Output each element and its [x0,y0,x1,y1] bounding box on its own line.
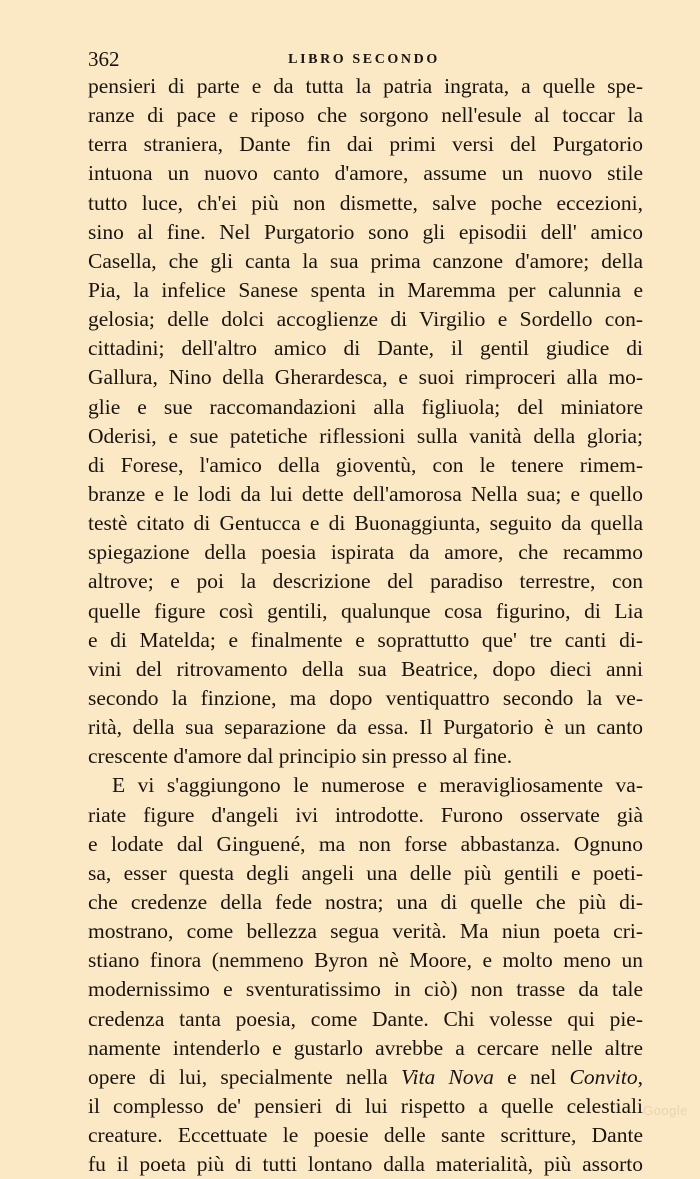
text-line: Gallura, Nino della Gherardesca, e suoi rimproceri alla mo- [88,365,643,390]
text-line: crescente d'amore dal principio sin presso al fine. [88,744,513,769]
text-segment: opere di lui, specialmente nella [88,1064,401,1089]
paragraph-1 [88,72,643,771]
page-number: 362 [88,47,120,71]
watermark: Google [643,1103,688,1118]
book-title: Convito [569,1064,638,1089]
text-line: rità, della sua separazione da essa. Il Purgatorio è un canto [88,715,643,740]
text-line: altrove; e poi la descrizione del paradiso terrestre, con [88,569,643,594]
text-line: terra straniera, Dante fin dai primi versi del Purgatorio [88,132,643,157]
text-line: modernissimo e sventuratissimo in ciò) non trasse da tale [88,977,643,1002]
text-line: e lodate dal Ginguené, ma non forse abbastanza. Ognuno [88,831,643,856]
text-line: sa, esser questa degli angeli una delle più gentili e poeti- [88,860,643,885]
book-title: Vita Nova [400,1064,494,1089]
text-line: ranze di pace e riposo che sorgono nell'esule al toccar la [88,103,643,128]
text-line: tutto luce, ch'ei più non dismette, salve poche eccezioni, [88,190,643,215]
text-line: intuona un nuovo canto d'amore, assume un nuovo stile [88,161,643,186]
text-line: stiano finora (nemmeno Byron nè Moore, e molto meno un [88,948,643,973]
running-head: LIBRO SECONDO [288,52,440,67]
text-line: Casella, che gli canta la sua prima canzone d'amore; della [88,248,643,273]
text-line: riate figure d'angeli ivi introdotte. Furono osservate già [88,802,643,827]
text-line: sino al fine. Nel Purgatorio sono gli episodii dell' amico [88,219,643,244]
text-line: fu il poeta più di tutti lontano dalla materialità, più assorto [88,1152,643,1177]
text-line: gelosia; delle dolci accoglienze di Virgilio e Sordello con- [88,307,643,332]
text-line: namente intenderlo e gustarlo avrebbe a cercare nelle altre [88,1035,643,1060]
text-line: di Forese, l'amico della gioventù, con le tenere rimem- [88,452,643,477]
text-line: spiegazione della poesia ispirata da amore, che recammo [88,540,643,565]
text-line: testè citato di Gentucca e di Buonaggiunta, seguito da quella [88,511,643,536]
text-line: credenza tanta poesia, come Dante. Chi volesse qui pie- [88,1006,643,1031]
text-line: E vi s'aggiungono le numerose e meravigliosamente va- [112,773,643,798]
text-line: il complesso de' pensieri di lui rispetto a quelle celestiali [88,1093,643,1118]
text-segment: , [637,1064,643,1089]
text-segment: e nel [493,1064,570,1089]
text-line: mostrano, come bellezza segua verità. Ma niun poeta cri- [88,919,643,944]
text-line: branze e le lodi da lui dette dell'amorosa Nella sua; e quello [88,481,643,506]
text-line: vini del ritrovamento della sua Beatrice, dopo dieci anni [88,656,643,681]
text-line: che credenze della fede nostra; una di quelle che più di- [88,889,643,914]
paragraph-2 [88,771,643,1179]
text-line: Oderisi, e sue patetiche riflessioni sulla vanità della gloria; [88,423,643,448]
text-line: secondo la finzione, ma dopo ventiquattro secondo la ve- [88,685,643,710]
text-line: pensieri di parte e da tutta la patria ingrata, a quelle spe- [88,74,643,98]
text-line: cittadini; dell'altro amico di Dante, il gentil giudice di [88,336,643,361]
body-text [88,72,643,1179]
text-line: e di Matelda; e finalmente e soprattutto que' tre canti di- [88,627,643,652]
text-line [88,1063,643,1092]
text-line: glie e sue raccomandazioni alla figliuola; del miniatore [88,394,643,419]
text-line: creature. Eccettuate le poesie delle sante scritture, Dante [88,1123,643,1148]
text-line: quelle figure così gentili, qualunque cosa figurino, di Lia [88,598,643,623]
text-line: Pia, la infelice Sanese spenta in Maremma per calunnia e [88,277,643,302]
